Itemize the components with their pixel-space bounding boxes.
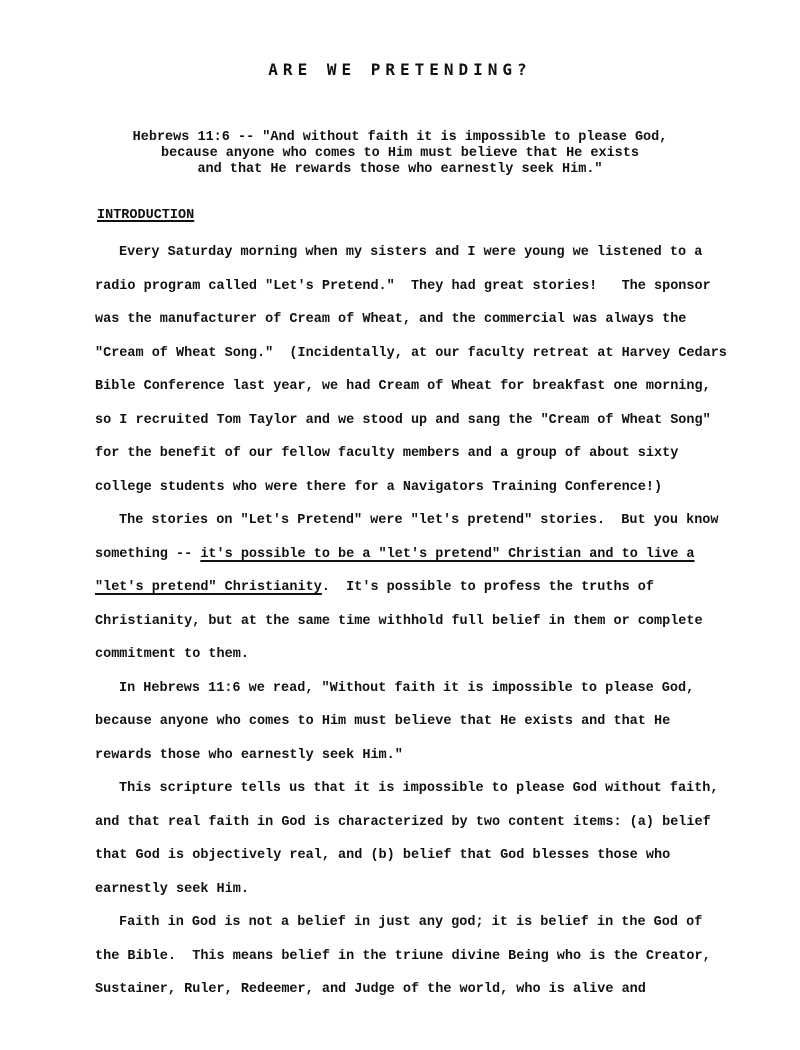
epigraph-line: and that He rewards those who earnestly seek Him.": [197, 162, 603, 177]
paragraph-text: something --: [95, 546, 201, 562]
paragraph-line: commitment to them.: [95, 647, 249, 662]
paragraph-line: [95, 571, 755, 605]
paragraph-line: Sustainer, Ruler, Redeemer, and Judge of the world, who is alive and: [95, 982, 646, 997]
paragraph-line: The stories on "Let's Pretend" were "let's pretend" stories. But you know: [119, 513, 719, 528]
paragraph-line: Bible Conference last year, we had Cream of Wheat for breakfast one morning,: [95, 379, 711, 394]
paragraph-line: Christianity, but at the same time withhold full belief in them or complete: [95, 613, 703, 629]
paragraph-line: radio program called "Let's Pretend." They had great stories! The sponsor: [95, 278, 711, 294]
paragraph-line: college students who were there for a Navigators Training Conference!): [95, 479, 663, 495]
epigraph-line: Hebrews 11:6 -- "And without faith it is impossible to please God,: [132, 130, 668, 145]
paragraph-text: . It's possible to profess the truths of: [321, 580, 654, 595]
paragraph-line: that God is objectively real, and (b) belief that God blesses those who: [95, 848, 671, 863]
paragraph-line: Faith in God is not a belief in just any god; it is belief in the God of: [119, 915, 703, 930]
paragraph-line: In Hebrews 11:6 we read, "Without faith it is impossible to please God,: [119, 680, 695, 696]
paragraph-line: because anyone who comes to Him must believe that He exists and that He: [95, 714, 671, 729]
emphasized-text: "let's pretend" Christianity: [95, 580, 322, 595]
paragraph-line: This scripture tells us that it is impossible to please God without faith,: [119, 781, 719, 796]
paragraph-line: rewards those who earnestly seek Him.": [95, 747, 403, 763]
emphasized-text: it's possible to be a "let's pretend" Christian and to live a: [200, 546, 695, 562]
body-text: [95, 236, 755, 1007]
paragraph-line: so I recruited Tom Taylor and we stood up and sang the "Cream of Wheat Song": [95, 412, 711, 428]
paragraph-line: earnestly seek Him.: [95, 881, 249, 897]
epigraph: [0, 130, 800, 178]
page-title: ARE WE PRETENDING?: [268, 60, 532, 79]
paragraph-line: and that real faith in God is characterized by two content items: (a) belief: [95, 814, 711, 830]
epigraph-line: because anyone who comes to Him must believe that He exists: [161, 146, 639, 161]
paragraph-line: "Cream of Wheat Song." (Incidentally, at our faculty retreat at Harvey Cedars: [95, 345, 727, 361]
section-heading: INTRODUCTION: [97, 208, 195, 223]
paragraph-line: Every Saturday morning when my sisters and I were young we listened to a: [119, 245, 703, 260]
paragraph-line: the Bible. This means belief in the triune divine Being who is the Creator,: [95, 948, 711, 964]
paragraph-line: [95, 538, 755, 572]
paragraph-line: for the benefit of our fellow faculty members and a group of about sixty: [95, 446, 679, 461]
paragraph-line: was the manufacturer of Cream of Wheat, and the commercial was always the: [95, 312, 687, 327]
